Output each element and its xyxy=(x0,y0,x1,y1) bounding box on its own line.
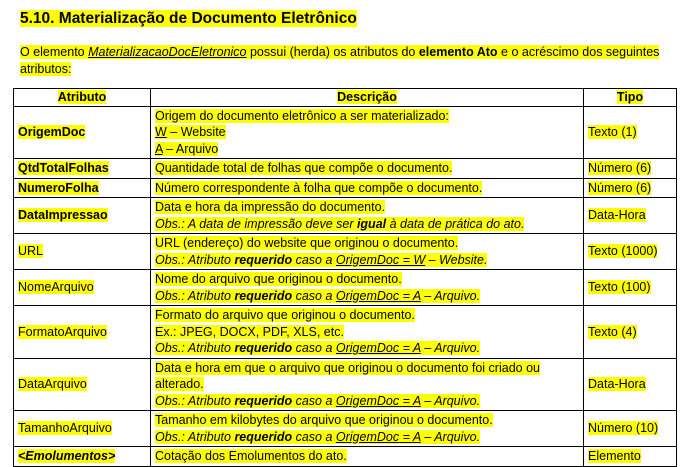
table-row xyxy=(14,411,677,447)
tipo-cell: Data-Hora xyxy=(584,358,677,411)
attr-cell: DataArquivo xyxy=(14,358,151,411)
table-row xyxy=(14,234,677,270)
attr-cell: NomeArquivo xyxy=(14,270,151,306)
desc-cell: Quantidade total de folhas que compõe o documento. xyxy=(151,159,584,179)
table-row xyxy=(14,198,677,234)
tipo-cell: Número (10) xyxy=(584,411,677,447)
tipo-cell: Número (6) xyxy=(584,178,677,198)
table-row xyxy=(14,447,677,467)
attr-cell: TamanhoArquivo xyxy=(14,411,151,447)
desc-cell: Cotação dos Emolumentos do ato. xyxy=(151,447,584,467)
attr-cell: FormatoArquivo xyxy=(14,306,151,359)
attr-cell: DataImpressao xyxy=(14,198,151,234)
tipo-cell: Texto (100) xyxy=(584,270,677,306)
header-desc: Descrição xyxy=(151,89,584,107)
attr-cell: QtdTotalFolhas xyxy=(14,159,151,179)
table-row xyxy=(14,178,677,198)
tipo-cell: Número (6) xyxy=(584,159,677,179)
table-row xyxy=(14,106,677,159)
tipo-cell: Texto (4) xyxy=(584,306,677,359)
desc-cell: Formato do arquivo que originou o documento. Ex.: JPEG, DOCX, PDF, XLS, etc. Obs.: Atributo requerido caso a OrigemDoc = A – Arquivo. xyxy=(151,306,584,359)
header-attr: Atributo xyxy=(14,89,151,107)
attr-cell: OrigemDoc xyxy=(14,106,151,159)
attr-cell: URL xyxy=(14,234,151,270)
document-page xyxy=(18,8,679,463)
table-row xyxy=(14,306,677,359)
header-tipo: Tipo xyxy=(584,89,677,107)
table-row xyxy=(14,270,677,306)
desc-cell: Origem do documento eletrônico a ser materializado: W – Website A – Arquivo xyxy=(151,106,584,159)
desc-cell: Data e hora da impressão do documento. Obs.: A data de impressão deve ser igual à data de prática do ato. xyxy=(151,198,584,234)
section-title: 5.10. Materialização de Documento Eletrônico xyxy=(20,10,357,27)
desc-cell: Número correspondente à folha que compõe o documento. xyxy=(151,178,584,198)
tipo-cell: Elemento xyxy=(584,447,677,467)
tipo-cell: Texto (1) xyxy=(584,106,677,159)
tipo-cell: Texto (1000) xyxy=(584,234,677,270)
desc-cell: Data e hora em que o arquivo que originou o documento foi criado ou alterado. Obs.: Atributo requerido caso a OrigemDoc = A – Arquivo. xyxy=(151,358,584,411)
table-row xyxy=(14,358,677,411)
desc-cell: Tamanho em kilobytes do arquivo que originou o documento. Obs.: Atributo requerido caso a OrigemDoc = A – Arquivo. xyxy=(151,411,584,447)
desc-cell: Nome do arquivo que originou o documento. Obs.: Atributo requerido caso a OrigemDoc = A – Arquivo. xyxy=(151,270,584,306)
attr-cell: <Emolumentos> xyxy=(14,447,151,467)
attributes-table xyxy=(13,88,677,467)
tipo-cell: Data-Hora xyxy=(584,198,677,234)
element-name: MaterializacaoDocEletronico xyxy=(88,45,247,59)
intro-paragraph: O elemento MaterializacaoDocEletronico possui (herda) os atributos do elemento Ato e o acréscimo dos seguintes atributos: xyxy=(20,45,660,76)
attr-cell: NumeroFolha xyxy=(14,178,151,198)
table-header-row xyxy=(14,89,677,107)
table-row xyxy=(14,159,677,179)
desc-cell: URL (endereço) do website que originou o documento. Obs.: Atributo requerido caso a OrigemDoc = W – Website. xyxy=(151,234,584,270)
